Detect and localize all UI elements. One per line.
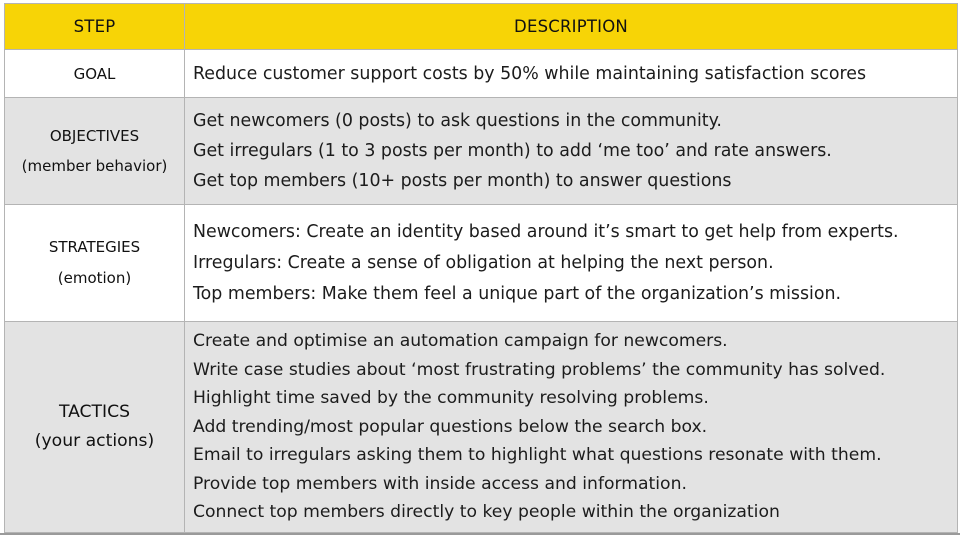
description-line: Add trending/most popular questions below the search box.: [193, 416, 708, 437]
step-cell-tactics: [5, 322, 185, 533]
description-line: Get irregulars (1 to 3 posts per month) to add ‘me too’ and rate answers.: [193, 141, 832, 161]
header-description: DESCRIPTION: [185, 4, 958, 50]
step-title: OBJECTIVES: [49, 127, 140, 145]
description-line: Write case studies about ‘most frustrating problems’ the community has solved.: [193, 359, 886, 380]
description-line: Create and optimise an automation campaign for newcomers.: [193, 330, 728, 351]
description-line: Get newcomers (0 posts) to ask questions in the community.: [193, 111, 722, 131]
description-line: Reduce customer support costs by 50% while maintaining satisfaction scores: [193, 63, 867, 84]
description-cell-strategies: [185, 205, 958, 322]
description-cell-goal: [185, 50, 958, 98]
step-cell-objectives: [5, 98, 185, 205]
table-row-objectives: [5, 98, 958, 205]
step-cell-goal: [5, 50, 185, 98]
strategy-table: [4, 3, 958, 533]
description-line: Email to irregulars asking them to highlight what questions resonate with them.: [193, 445, 882, 466]
table-row-tactics: [5, 322, 958, 533]
table-row-goal: [5, 50, 958, 98]
step-subtitle: (member behavior): [21, 157, 168, 175]
description-line: Connect top members directly to key people within the organization: [193, 502, 780, 523]
strategy-table-frame: [4, 3, 957, 533]
description-cell-objectives: [185, 98, 958, 205]
step-subtitle: (emotion): [57, 269, 132, 287]
step-title: TACTICS: [58, 402, 131, 423]
step-cell-strategies: [5, 205, 185, 322]
description-line: Irregulars: Create a sense of obligation at helping the next person.: [193, 252, 774, 273]
table-header-row: [5, 4, 958, 50]
table-row-strategies: [5, 205, 958, 322]
description-line: Provide top members with inside access and information.: [193, 473, 687, 494]
description-line: Newcomers: Create an identity based around it’s smart to get help from experts.: [193, 221, 899, 242]
step-subtitle: (your actions): [34, 431, 155, 451]
description-line: Get top members (10+ posts per month) to answer questions: [193, 171, 732, 191]
header-step: STEP: [5, 4, 185, 50]
description-line: Top members: Make them feel a unique part of the organization’s mission.: [193, 283, 842, 304]
description-line: Highlight time saved by the community resolving problems.: [193, 388, 709, 409]
step-title: STRATEGIES: [48, 238, 141, 256]
bottom-divider: [0, 533, 960, 535]
step-title: GOAL: [73, 64, 116, 83]
description-cell-tactics: [185, 322, 958, 533]
